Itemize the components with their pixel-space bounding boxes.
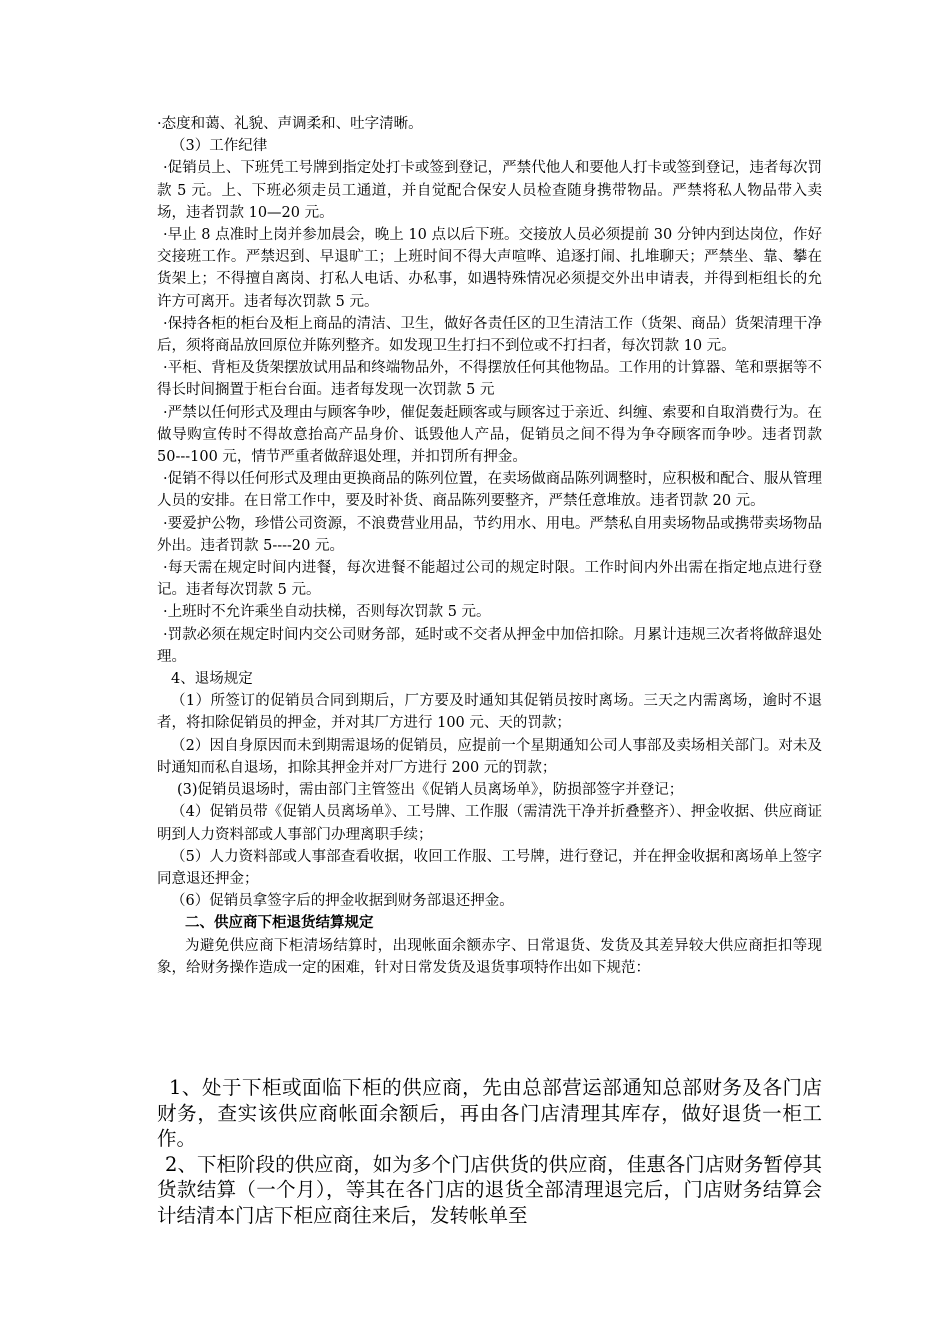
paragraph-9: ·每天需在规定时间内进餐，每次进餐不能超过公司的规定时限。工作时间内外出需在指定地点进行登记。违者每次罚款 5 元。 [157, 560, 822, 599]
paragraph-2: ·促销员上、下班凭工号牌到指定处打卡或签到登记，严禁代他人和要他人打卡或签到登记，违者每次罚款 5 元。上、下班必须走员工通道，并自觉配合保安人员检查随身携带物品。严禁将私人物品带入卖场，违者罚款 10—20 元。 [157, 160, 822, 221]
section-heading: 二、供应商下柜退货结算规定 [185, 914, 374, 932]
paragraph-16: （4）促销员带《促销人员离场单》、工号牌、工作服（需清洗干净并折叠整齐）、押金收据、供应商证明到人力资料部或人事部门办理离职手续； [157, 804, 822, 843]
paragraph-13: （1）所签订的促销员合同到期后，厂方要及时通知其促销员按时离场。三天之内需离场，逾时不退者，将扣除促销员的押金，并对其厂方进行 100 元、天的罚款； [157, 693, 822, 732]
paragraph-4: ·保持各柜的柜台及柜上商品的清洁、卫生，做好各责任区的卫生清洁工作（货架、商品）货架清理干净后，须将商品放回原位并陈列整齐。如发现卫生打扫不到位或不打扫者，每次罚款 10 元。 [157, 315, 822, 355]
large-paragraph-1: 1、处于下柜或面临下柜的供应商，先由总部营运部通知总部财务及各门店财务，查实该供应商帐面余额后，再由各门店清理其库存，做好退货一柜工作。 [157, 1076, 822, 1150]
large-text-block [157, 1075, 822, 1228]
paragraph-18: （6）促销员拿签字后的押金收据到财务部退还押金。 [171, 893, 514, 910]
paragraph-8: ·要爱护公物，珍惜公司资源，不浪费营业用品，节约用水、用电。严禁私自用卖场物品或携带卖场物品外出。违者罚款 5----20 元。 [157, 515, 822, 554]
paragraph-12: 4、退场规定 [171, 671, 253, 688]
paragraph-0: ·态度和蔼、礼貌、声调柔和、吐字清晰。 [157, 116, 423, 132]
paragraph-15: (3)促销员退场时，需由部门主管签出《促销人员离场单》，防损部签字并登记； [177, 782, 684, 799]
paragraph-17: （5）人力资料部或人事部查看收据，收回工作服、工号牌，进行登记，并在押金收据和离场单上签字同意退还押金； [157, 848, 822, 887]
paragraph-10: ·上班时不允许乘坐自动扶梯，否则每次罚款 5 元。 [163, 604, 491, 621]
paragraph-1: （3）工作纪律 [171, 138, 268, 155]
paragraph-7: ·促销不得以任何形式及理由更换商品的陈列位置，在卖场做商品陈列调整时，应积极和配合、服从管理人员的安排。在日常工作中，要及时补货、商品陈列要整齐，严禁任意堆放。违者罚款 20 元。 [157, 471, 822, 510]
paragraph-5: ·平柜、背柜及货架摆放试用品和终端物品外，不得摆放任何其他物品。工作用的计算器、笔和票据等不得长时间搁置于柜台台面。违者每发现一次罚款 5 元 [157, 360, 822, 399]
paragraph-3: ·早止 8 点准时上岗并参加晨会，晚上 10 点以后下班。交接放人员必须提前 30 分钟内到达岗位，作好交接班工作。严禁迟到、早退旷工；上班时间不得大声喧哗、追逐打闹、扎堆聊天；严禁坐、靠、攀在货架上；不得擅自离岗、打私人电话、办私事，如遇特殊情况必须提交外出申请表，并得到柜组长的允许方可离开。违者每次罚款 5 元。 [157, 227, 822, 310]
large-paragraph-2: 2、下柜阶段的供应商，如为多个门店供货的供应商，佳惠各门店财务暂停其货款结算（一个月），等其在各门店的退货全部清理退完后，门店财务结算会计结清本门店下柜应商往来后，发转帐单至 [157, 1152, 822, 1227]
paragraph-11: ·罚款必须在规定时间内交公司财务部，延时或不交者从押金中加倍扣除。月累计违规三次者将做辞退处理。 [157, 626, 822, 665]
paragraph-14: （2）因自身原因而未到期需退场的促销员，应提前一个星期通知公司人事部及卖场相关部门。对未及时通知而私自退场，扣除其押金并对厂方进行 200 元的罚款； [157, 737, 822, 776]
regulations-body [157, 113, 822, 979]
section-intro: 为避免供应商下柜清场结算时，出现帐面余额赤字、日常退货、发货及其差异较大供应商拒扣等现象，给财务操作造成一定的困难，针对日常发货及退货事项特作出如下规范： [157, 937, 822, 976]
paragraph-6: ·严禁以任何形式及理由与顾客争吵，催促轰赶顾客或与顾客过于亲近、纠缠、索要和自取消费行为。在做导购宣传时不得故意抬高产品身价、诋毁他人产品，促销员之间不得为争夺顾客而争吵。违者罚款 50---100 元，情节严重者做辞退处理，并扣罚所有押金。 [157, 404, 822, 466]
